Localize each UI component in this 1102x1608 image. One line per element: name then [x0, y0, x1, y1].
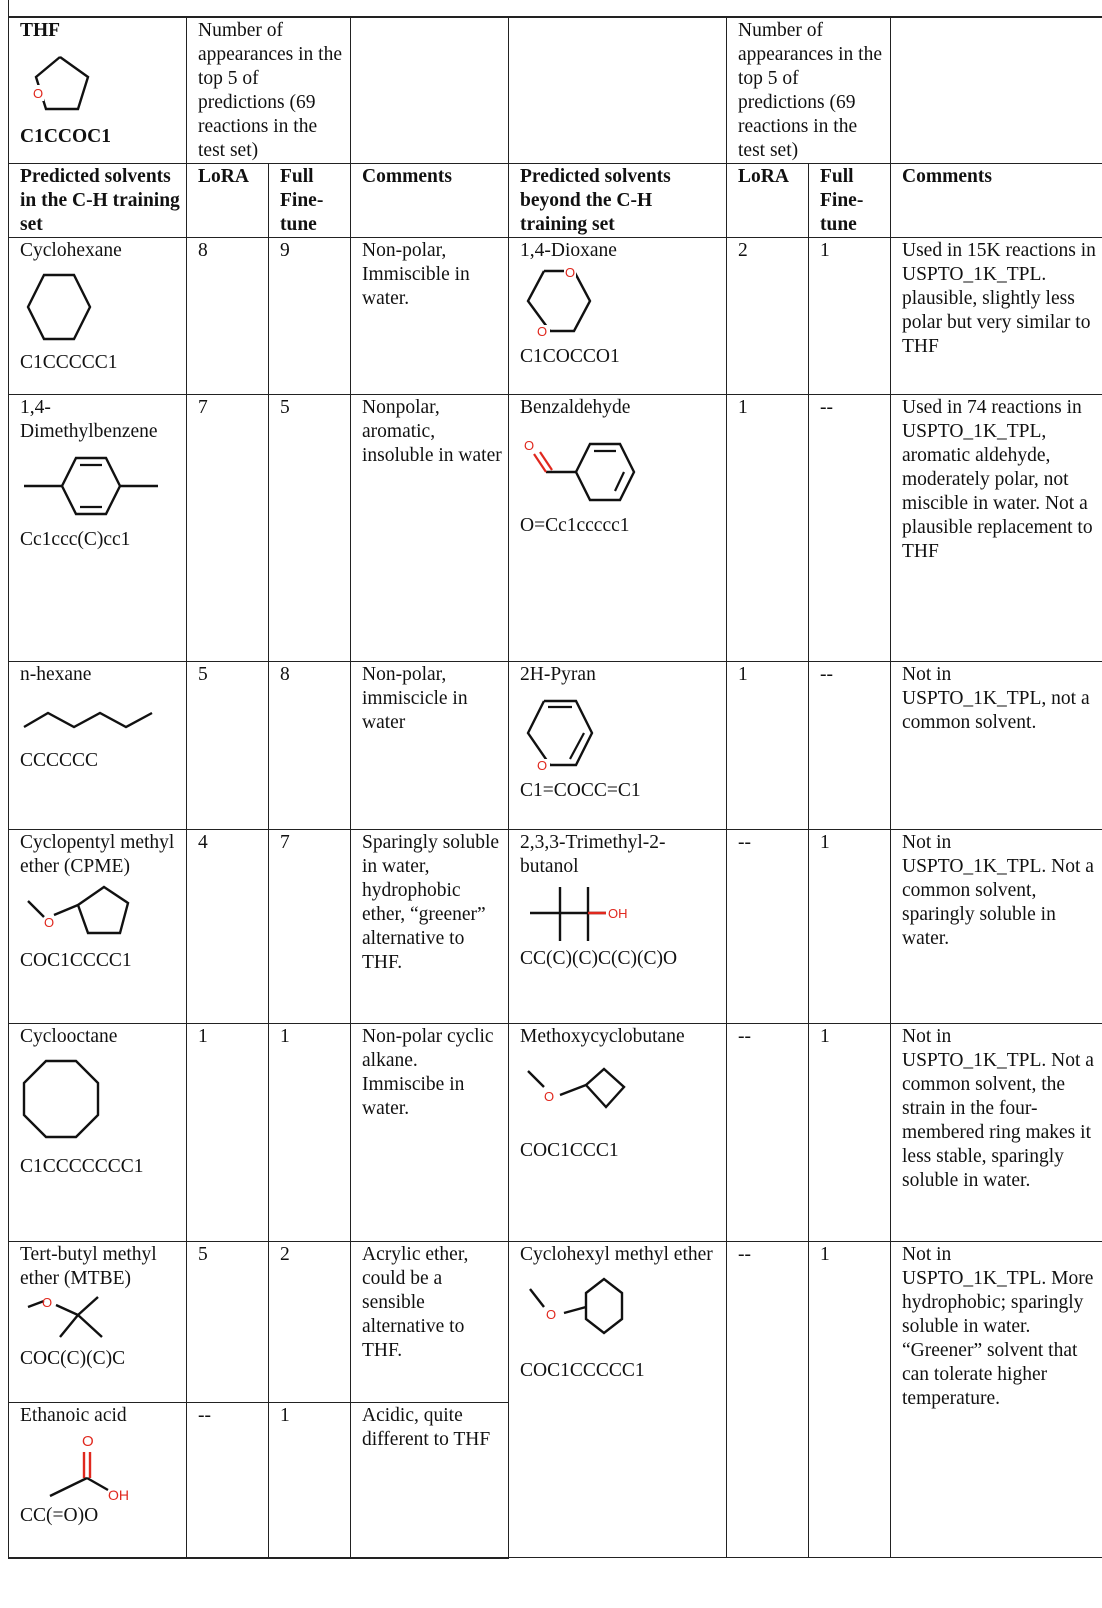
comment: Nonpolar, aromatic, insoluble in water	[351, 395, 509, 662]
solvent-cell	[9, 1403, 187, 1558]
thf-smiles: C1CCOC1	[20, 126, 111, 147]
solvent-cell	[9, 1242, 187, 1403]
full-count: 1	[269, 1024, 351, 1242]
solvent-name: 2,3,3-Trimethyl-2-butanol	[520, 832, 666, 877]
table-row	[9, 662, 1102, 830]
solvent-smiles: CC(C)(C)C(C)(C)O	[520, 948, 678, 969]
ethanoic-acid-structure-icon	[20, 1430, 150, 1502]
solvent-smiles: C1CCCCC1	[20, 352, 118, 373]
empty-header-cell	[351, 18, 509, 164]
hydroxyl-label: OH	[108, 1487, 129, 1502]
solvent-name: Ethanoic acid	[20, 1405, 127, 1426]
benzaldehyde-structure-icon	[520, 428, 650, 508]
col-header-pred-in: Predicted solvents in the C-H training set	[9, 164, 187, 238]
full-count: 9	[269, 238, 351, 395]
trimethylbutanol-structure-icon	[520, 883, 650, 945]
table-row	[9, 1242, 1102, 1403]
cyclohexyl-methyl-ether-structure-icon	[520, 1275, 650, 1349]
solvent-name: Benzaldehyde	[520, 397, 631, 418]
col-header-lora: LoRA	[187, 164, 269, 238]
lora-count: 1	[727, 395, 809, 662]
solvent-table	[8, 17, 1102, 1559]
lora-count: --	[727, 1024, 809, 1242]
table-row	[9, 395, 1102, 662]
solvent-name: Tert-butyl methyl ether (MTBE)	[20, 1244, 157, 1289]
solvent-smiles: O=Cc1ccccc1	[520, 515, 630, 536]
solvent-name: n-hexane	[20, 664, 92, 685]
solvent-name: Cyclooctane	[20, 1026, 118, 1047]
thf-name: THF	[20, 20, 61, 41]
lora-count: 8	[187, 238, 269, 395]
solvent-smiles: CC(=O)O	[20, 1505, 99, 1526]
full-count: --	[809, 662, 891, 830]
empty-header-cell	[509, 18, 727, 164]
oxygen-label: O	[546, 1307, 557, 1322]
oxygen-label: O	[537, 758, 548, 773]
lora-count: 5	[187, 662, 269, 830]
hexane-structure-icon	[20, 703, 160, 739]
full-count: 1	[269, 1403, 351, 1558]
oxygen-label: O	[565, 265, 576, 280]
oxygen-label: O	[42, 1295, 53, 1310]
solvent-cell	[509, 395, 727, 662]
comment: Non-polar cyclic alkane. Immiscibe in water.	[351, 1024, 509, 1242]
lora-count: 1	[727, 662, 809, 830]
solvent-smiles: COC1CCCC1	[20, 950, 132, 971]
solvent-smiles: C1CCCCCCC1	[20, 1156, 144, 1177]
solvent-smiles: COC(C)(C)C	[20, 1348, 126, 1369]
solvent-smiles: C1=COCC=C1	[520, 780, 641, 801]
solvent-cell	[509, 830, 727, 1024]
top-frame	[8, 0, 1102, 17]
comment: Not in USPTO_1K_TPL, not a common solvent.	[891, 662, 1102, 830]
full-count: --	[809, 395, 891, 662]
comment: Acidic, quite different to THF	[351, 1403, 509, 1558]
empty-header-cell	[891, 18, 1102, 164]
solvent-cell	[509, 662, 727, 830]
solvent-smiles: COC1CCCCC1	[520, 1360, 645, 1381]
solvent-name: Cyclohexyl methyl ether	[520, 1244, 713, 1265]
solvent-name: Cyclopentyl methyl ether (CPME)	[20, 832, 175, 877]
lora-count: 4	[187, 830, 269, 1024]
lora-count: 1	[187, 1024, 269, 1242]
header-row-columns	[9, 164, 1102, 238]
col-header-pred-beyond: Predicted solvents beyond the C-H training set	[509, 164, 727, 238]
col-header-comments: Comments	[891, 164, 1102, 238]
pyran-structure-icon	[520, 695, 630, 773]
oxygen-label: O	[82, 1433, 94, 1450]
solvent-smiles: COC1CCC1	[520, 1140, 619, 1161]
full-count: 7	[269, 830, 351, 1024]
comment: Non-polar, Immiscible in water.	[351, 238, 509, 395]
full-count: 5	[269, 395, 351, 662]
lora-count: --	[727, 830, 809, 1024]
full-count: 1	[809, 1242, 891, 1558]
full-count: 8	[269, 662, 351, 830]
lora-count: 7	[187, 395, 269, 662]
solvent-cell	[9, 395, 187, 662]
header-row-thf	[9, 18, 1102, 164]
comment: Not in USPTO_1K_TPL. Not a common solvent, the strain in the four-membered ring makes it less stable, sparingly soluble in water.	[891, 1024, 1102, 1242]
comment: Not in USPTO_1K_TPL. More hydrophobic; sparingly soluble in water. “Greener” solvent that can tolerate higher temperature.	[891, 1242, 1102, 1558]
solvent-cell	[9, 1024, 187, 1242]
solvent-cell	[509, 238, 727, 395]
hydroxyl-label: OH	[608, 906, 628, 921]
col-header-comments: Comments	[351, 164, 509, 238]
solvent-name: Methoxycyclobutane	[520, 1026, 685, 1047]
comment: Not in USPTO_1K_TPL. Not a common solvent, sparingly soluble in water.	[891, 830, 1102, 1024]
oxygen-label: O	[44, 915, 55, 930]
oxygen-label: O	[524, 438, 535, 453]
thf-oxygen-label: O	[33, 86, 44, 101]
col-header-full: Full Fine-tune	[809, 164, 891, 238]
solvent-smiles: CCCCCC	[20, 750, 99, 771]
table-row	[9, 830, 1102, 1024]
thf-cell	[9, 18, 187, 164]
lora-count: 2	[727, 238, 809, 395]
comment: Used in 74 reactions in USPTO_1K_TPL, aromatic aldehyde, moderately polar, not miscible in water. Not a plausible replacement to THF	[891, 395, 1102, 662]
dioxane-structure-icon	[520, 265, 630, 339]
dimethylbenzene-structure-icon	[20, 452, 160, 522]
comment: Sparingly soluble in water, hydrophobic ether, “greener” alternative to THF.	[351, 830, 509, 1024]
lora-count: --	[187, 1403, 269, 1558]
solvent-name: 1,4-Dioxane	[520, 240, 617, 261]
count-header-right: Number of appearances in the top 5 of predictions (69 reactions in the test set)	[727, 18, 891, 164]
full-count: 1	[809, 830, 891, 1024]
full-count: 1	[809, 238, 891, 395]
thf-structure-icon	[20, 51, 130, 119]
solvent-name: 1,4-Dimethylbenzene	[20, 397, 158, 442]
solvent-smiles: Cc1ccc(C)cc1	[20, 529, 131, 550]
solvent-cell	[9, 662, 187, 830]
comment: Non-polar, immiscicle in water	[351, 662, 509, 830]
cpme-structure-icon	[20, 883, 150, 947]
lora-count: 5	[187, 1242, 269, 1403]
mtbe-structure-icon	[20, 1293, 130, 1343]
full-count: 2	[269, 1242, 351, 1403]
cyclooctane-structure-icon	[20, 1057, 130, 1149]
solvent-cell	[509, 1024, 727, 1242]
solvent-name: 2H-Pyran	[520, 664, 596, 685]
table-row	[9, 1024, 1102, 1242]
count-header-left: Number of appearances in the top 5 of predictions (69 reactions in the test set)	[187, 18, 351, 164]
lora-count: --	[727, 1242, 809, 1558]
comment: Used in 15K reactions in USPTO_1K_TPL. plausible, slightly less polar but very similar to THF	[891, 238, 1102, 395]
solvent-cell	[9, 830, 187, 1024]
solvent-cell	[509, 1242, 727, 1558]
oxygen-label: O	[544, 1089, 555, 1104]
table-row	[9, 238, 1102, 395]
col-header-lora: LoRA	[727, 164, 809, 238]
comment: Acrylic ether, could be a sensible alternative to THF.	[351, 1242, 509, 1403]
oxygen-label: O	[537, 324, 548, 339]
col-header-full: Full Fine-tune	[269, 164, 351, 238]
solvent-name: Cyclohexane	[20, 240, 122, 261]
solvent-cell	[9, 238, 187, 395]
cyclohexane-structure-icon	[20, 271, 130, 345]
methoxycyclobutane-structure-icon	[520, 1057, 650, 1127]
solvent-smiles: C1COCCO1	[520, 346, 620, 367]
full-count: 1	[809, 1024, 891, 1242]
